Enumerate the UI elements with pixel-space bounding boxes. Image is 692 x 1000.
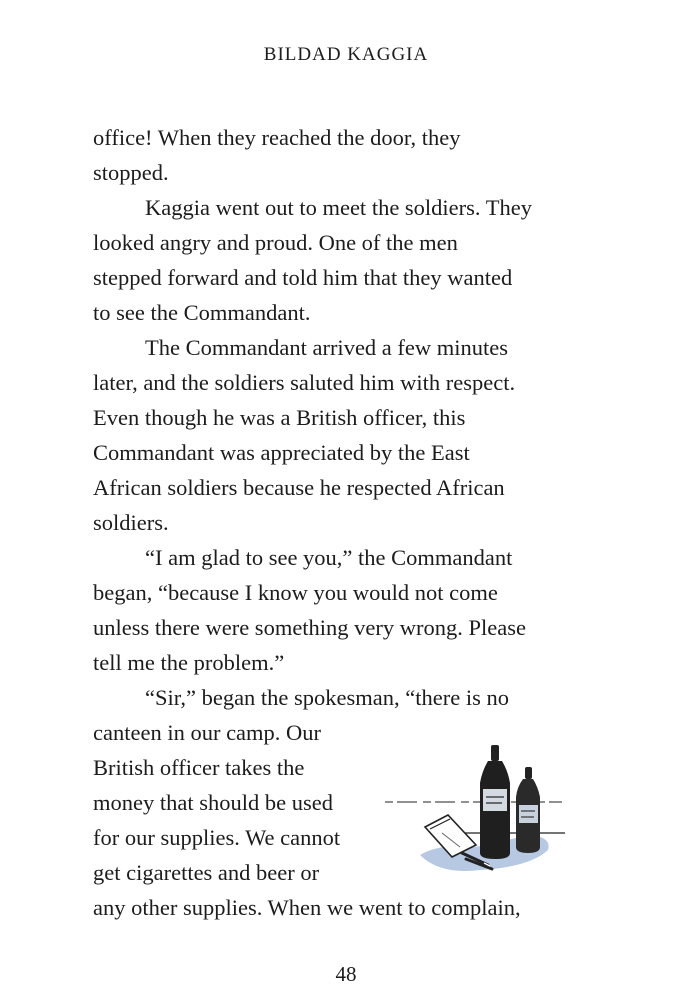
text-line: get cigarettes and beer or bbox=[93, 860, 320, 885]
text-line: began, “because I know you would not come bbox=[93, 580, 498, 605]
text-line: Commandant was appreciated by the East bbox=[93, 440, 470, 465]
text-line: African soldiers because he respected African bbox=[93, 475, 505, 500]
text-line: Kaggia went out to meet the soldiers. They bbox=[145, 195, 532, 220]
running-head: BILDAD KAGGIA bbox=[263, 44, 429, 65]
text-line: any other supplies. When we went to complain, bbox=[93, 895, 521, 920]
text-line: soldiers. bbox=[93, 510, 169, 535]
text-line: tell me the problem.” bbox=[93, 650, 285, 675]
page-number: 48 bbox=[335, 962, 357, 986]
bottles-and-cigarettes-icon bbox=[380, 735, 565, 885]
text-line: British officer takes the bbox=[93, 755, 305, 780]
text-line: The Commandant arrived a few minutes bbox=[145, 335, 509, 360]
text-line: to see the Commandant. bbox=[93, 300, 311, 325]
text-line: for our supplies. We cannot bbox=[93, 825, 341, 850]
text-line: later, and the soldiers saluted him with respect. bbox=[93, 370, 516, 395]
text-line: stepped forward and told him that they wanted bbox=[93, 265, 513, 290]
text-line: money that should be used bbox=[93, 790, 333, 815]
text-line: stopped. bbox=[93, 160, 169, 185]
text-line: canteen in our camp. Our bbox=[93, 720, 322, 745]
text-line: office! When they reached the door, they bbox=[93, 125, 461, 150]
text-line: looked angry and proud. One of the men bbox=[93, 230, 458, 255]
text-line: Even though he was a British officer, this bbox=[93, 405, 466, 430]
text-line: unless there were something very wrong. Please bbox=[93, 615, 527, 640]
text-line: “I am glad to see you,” the Commandant bbox=[145, 545, 513, 570]
text-line: “Sir,” began the spokesman, “there is no bbox=[145, 685, 509, 710]
